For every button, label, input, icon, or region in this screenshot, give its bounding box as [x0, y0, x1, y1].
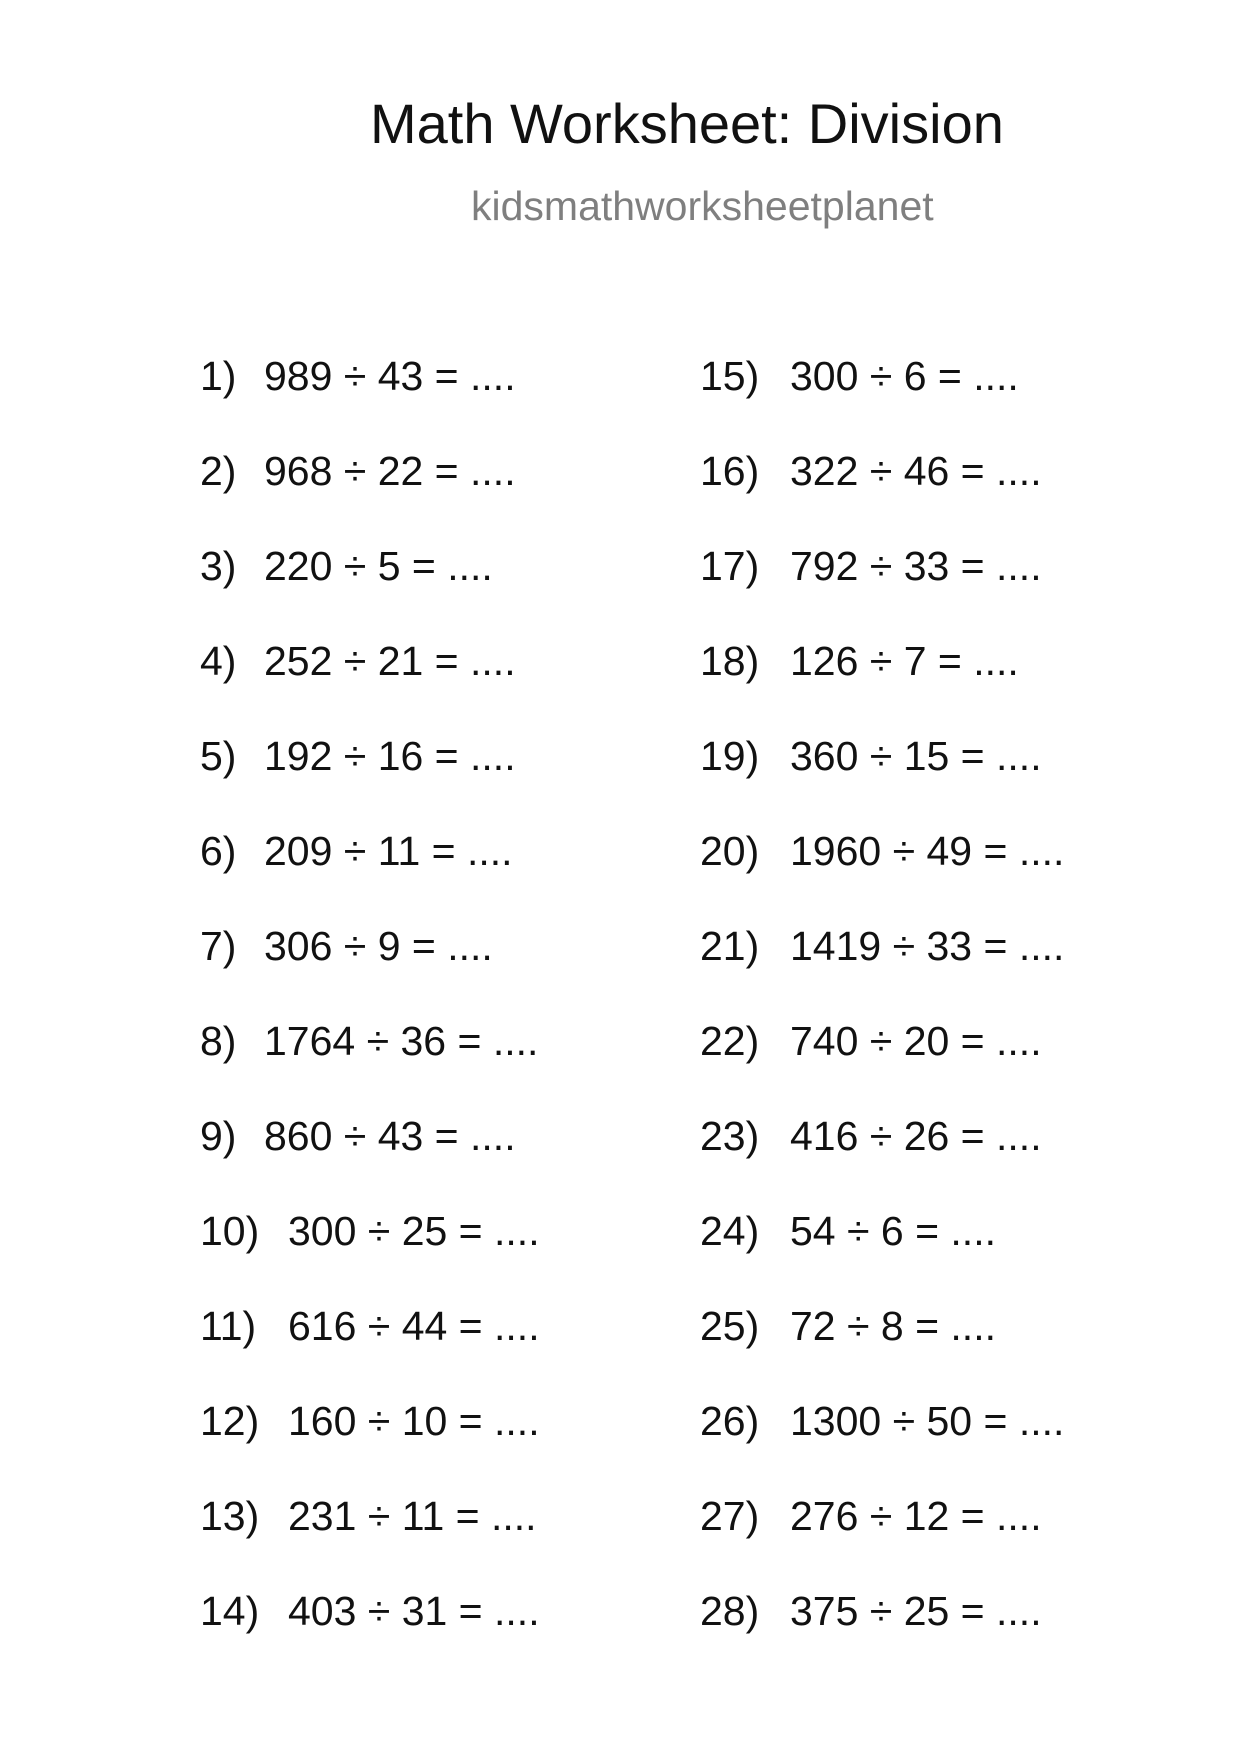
problem-expression: 322 ÷ 46 = .... — [790, 448, 1042, 494]
problem-expression: 306 ÷ 9 = .... — [264, 923, 493, 969]
problem-number: 17) — [700, 543, 760, 589]
problem-item — [700, 1207, 1064, 1302]
problem-number: 26) — [700, 1398, 760, 1444]
problem-expression: 231 ÷ 11 = .... — [288, 1493, 537, 1539]
problem-expression: 375 ÷ 25 = .... — [790, 1588, 1042, 1634]
page-title: Math Worksheet: Division — [370, 92, 1004, 155]
problem-number: 5) — [200, 733, 237, 779]
problem-item — [200, 542, 540, 637]
problem-item — [700, 1492, 1064, 1587]
problem-item — [200, 1112, 540, 1207]
problem-expression: 300 ÷ 25 = .... — [288, 1208, 540, 1254]
problem-number: 8) — [200, 1018, 237, 1064]
problem-expression: 860 ÷ 43 = .... — [264, 1113, 516, 1159]
problem-number: 11) — [200, 1303, 257, 1349]
problem-expression: 792 ÷ 33 = .... — [790, 543, 1042, 589]
problem-expression: 616 ÷ 44 = .... — [288, 1303, 540, 1349]
problem-item — [200, 1397, 540, 1492]
problem-expression: 416 ÷ 26 = .... — [790, 1113, 1042, 1159]
problem-number: 15) — [700, 353, 760, 399]
problem-number: 27) — [700, 1493, 760, 1539]
problem-expression: 72 ÷ 8 = .... — [790, 1303, 996, 1349]
problem-item — [200, 732, 540, 827]
problem-item — [200, 637, 540, 732]
problem-expression: 160 ÷ 10 = .... — [288, 1398, 540, 1444]
problem-item — [200, 1302, 540, 1397]
problem-expression: 209 ÷ 11 = .... — [264, 828, 513, 874]
problem-expression: 360 ÷ 15 = .... — [790, 733, 1042, 779]
problem-expression: 1764 ÷ 36 = .... — [264, 1018, 539, 1064]
problem-item — [700, 827, 1064, 922]
site-name: kidsmathworksheetplanet — [471, 183, 934, 229]
problem-number: 18) — [700, 638, 760, 684]
problem-number: 22) — [700, 1018, 760, 1064]
problem-number: 23) — [700, 1113, 760, 1159]
problem-expression: 54 ÷ 6 = .... — [790, 1208, 996, 1254]
problem-item — [200, 827, 540, 922]
problem-expression: 989 ÷ 43 = .... — [264, 353, 516, 399]
problem-number: 20) — [700, 828, 760, 874]
problem-item — [200, 447, 540, 542]
problem-item — [700, 542, 1064, 637]
problem-item — [700, 1587, 1064, 1682]
problem-item — [700, 922, 1064, 1017]
problem-number: 7) — [200, 923, 237, 969]
problem-item — [200, 1207, 540, 1302]
problem-expression: 192 ÷ 16 = .... — [264, 733, 516, 779]
problem-item — [200, 922, 540, 1017]
problem-item — [700, 352, 1064, 447]
problem-number: 10) — [200, 1208, 260, 1254]
problem-column-left — [200, 352, 540, 1682]
problem-item — [200, 1492, 540, 1587]
problem-expression: 252 ÷ 21 = .... — [264, 638, 516, 684]
problem-expression: 1419 ÷ 33 = .... — [790, 923, 1065, 969]
problem-number: 28) — [700, 1588, 760, 1634]
problem-number: 9) — [200, 1113, 237, 1159]
problem-number: 6) — [200, 828, 237, 874]
problem-number: 14) — [200, 1588, 260, 1634]
problem-item — [700, 447, 1064, 542]
problem-number: 13) — [200, 1493, 260, 1539]
problem-number: 4) — [200, 638, 237, 684]
problem-item — [700, 732, 1064, 827]
problem-item — [200, 352, 540, 447]
problem-number: 1) — [200, 353, 237, 399]
problem-expression: 220 ÷ 5 = .... — [264, 543, 493, 589]
problem-item — [200, 1587, 540, 1682]
problem-expression: 968 ÷ 22 = .... — [264, 448, 516, 494]
problem-item — [700, 1302, 1064, 1397]
problem-number: 3) — [200, 543, 237, 589]
problem-expression: 403 ÷ 31 = .... — [288, 1588, 540, 1634]
problem-number: 16) — [700, 448, 760, 494]
problem-number: 2) — [200, 448, 237, 494]
problem-item — [700, 1017, 1064, 1112]
problem-expression: 276 ÷ 12 = .... — [790, 1493, 1042, 1539]
problem-expression: 1960 ÷ 49 = .... — [790, 828, 1065, 874]
problem-number: 12) — [200, 1398, 260, 1444]
problem-item — [700, 637, 1064, 732]
problem-item — [700, 1112, 1064, 1207]
problem-column-right — [700, 352, 1064, 1682]
problem-number: 19) — [700, 733, 760, 779]
problem-number: 24) — [700, 1208, 760, 1254]
problem-expression: 740 ÷ 20 = .... — [790, 1018, 1042, 1064]
problem-expression: 126 ÷ 7 = .... — [790, 638, 1019, 684]
problem-expression: 300 ÷ 6 = .... — [790, 353, 1019, 399]
problem-expression: 1300 ÷ 50 = .... — [790, 1398, 1065, 1444]
problem-number: 25) — [700, 1303, 760, 1349]
problem-item — [700, 1397, 1064, 1492]
problem-item — [200, 1017, 540, 1112]
problem-number: 21) — [700, 923, 760, 969]
